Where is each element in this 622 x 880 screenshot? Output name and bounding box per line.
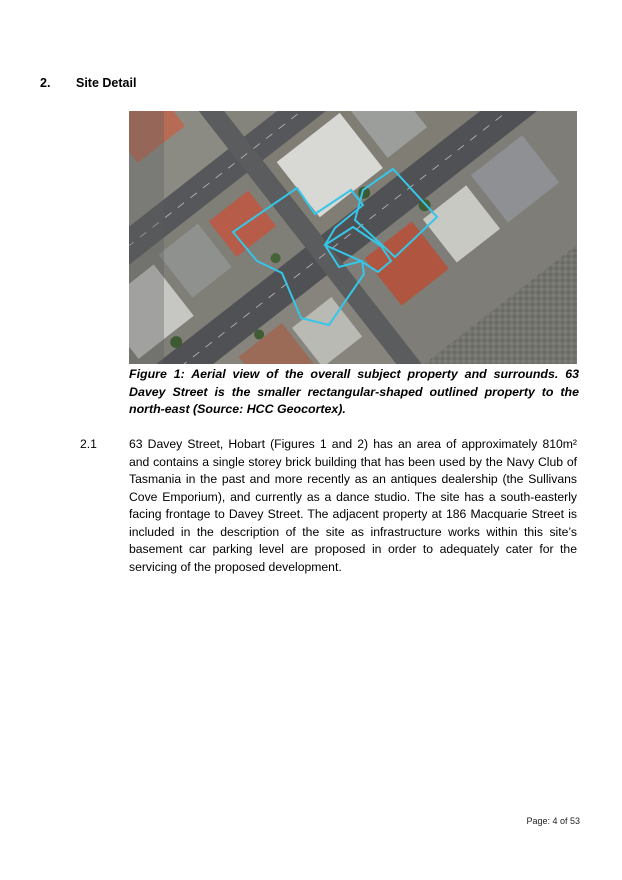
aerial-photo-graphic [129, 111, 577, 364]
paragraph-number: 2.1 [80, 437, 97, 451]
aerial-photo [129, 111, 577, 364]
page-number: Page: 4 of 53 [526, 816, 580, 826]
figure-caption: Figure 1: Aerial view of the overall subject property and surrounds. 63 Davey Street is the smaller rectangular-shaped outlined property to the north-east (Source: HCC Geocortex). [129, 367, 579, 416]
section-number: 2. [40, 76, 51, 90]
paragraph-text: 63 Davey Street, Hobart (Figures 1 and 2) has an area of approximately 810m² and contains a single storey brick building that has been used by the Navy Club of Tasmania in the past and more recently as an antiques dealership (the Sullivans Cove Emporium), and currently as a dance studio. The site has a south-easterly facing frontage to Davey Street. The adjacent property at 186 Macquarie Street is included in the description of the site as infrastructure works within this site’s basement car parking level are proposed in order to adequately cater for the servicing of the proposed development. [129, 437, 577, 574]
section-title: Site Detail [76, 76, 137, 90]
